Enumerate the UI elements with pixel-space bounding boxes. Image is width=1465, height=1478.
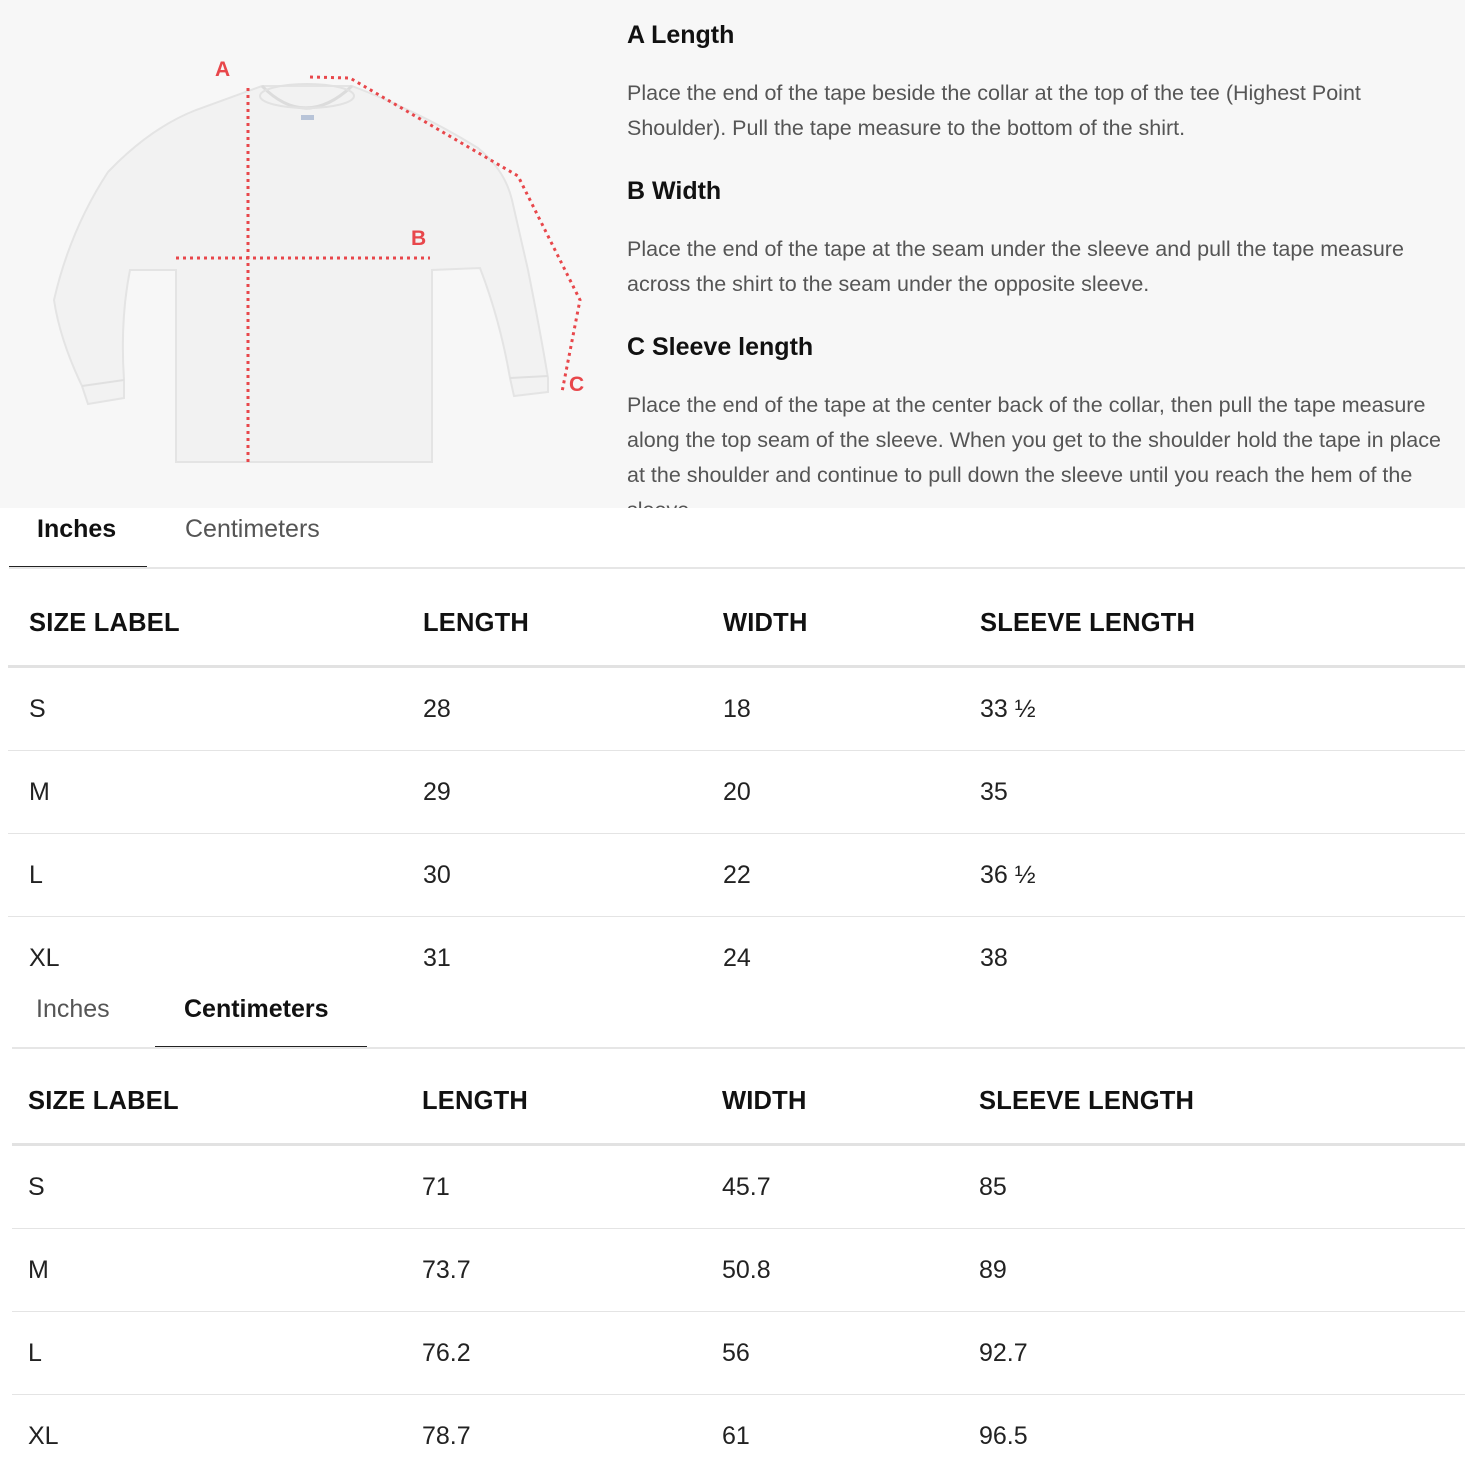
tab-inches[interactable]: Inches — [36, 995, 110, 1023]
width-cell: 24 — [723, 944, 751, 972]
width-heading: B Width — [627, 177, 722, 205]
table-row — [0, 834, 1465, 917]
width-cell: 22 — [723, 861, 751, 889]
width-cell: 56 — [722, 1339, 750, 1367]
sleeve-length-heading: C Sleeve length — [627, 333, 814, 361]
length-cell: 73.7 — [422, 1256, 471, 1284]
sleeve-length-cell: 89 — [979, 1256, 1007, 1284]
length-cell: 28 — [423, 695, 451, 723]
length-cell: 71 — [422, 1173, 450, 1201]
column-header-length: LENGTH — [423, 609, 530, 637]
length-description: Place the end of the tape beside the collar at the top of the tee (Highest Point Shoulder). Pull the tape measure to the bottom of the shirt. — [627, 81, 1361, 140]
size-label-cell: M — [29, 778, 50, 806]
size-label-cell: XL — [28, 1422, 59, 1450]
column-header-width: WIDTH — [723, 609, 808, 637]
sleeve-length-cell: 36 ½ — [980, 861, 1036, 889]
sleeve-length-cell: 92.7 — [979, 1339, 1028, 1367]
width-cell: 18 — [723, 695, 751, 723]
marker-c: C — [569, 373, 585, 396]
measurement-guide — [0, 0, 1465, 508]
sleeve-length-cell: 33 ½ — [980, 695, 1036, 723]
width-description: Place the end of the tape at the seam under the sleeve and pull the tape measure across the shirt to the seam under the opposite sleeve. — [627, 237, 1404, 296]
sleeve-length-cell: 96.5 — [979, 1422, 1028, 1450]
tab-centimeters[interactable]: Centimeters — [185, 515, 320, 543]
size-label-cell: M — [28, 1256, 49, 1284]
tab-centimeters[interactable]: Centimeters — [184, 995, 329, 1023]
table-row — [0, 668, 1465, 751]
size-label-cell: L — [28, 1339, 42, 1367]
column-header-length: LENGTH — [422, 1087, 529, 1115]
sleeve-length-cell: 85 — [979, 1173, 1007, 1201]
table-header — [0, 1060, 1465, 1143]
marker-b: B — [411, 227, 427, 250]
table-header — [0, 582, 1465, 665]
table-row — [0, 1312, 1465, 1395]
length-cell: 29 — [423, 778, 451, 806]
table-row — [0, 1229, 1465, 1312]
sleeve-length-cell: 35 — [980, 778, 1008, 806]
table-row — [0, 1146, 1465, 1229]
width-cell: 20 — [723, 778, 751, 806]
size-label-cell: L — [29, 861, 43, 889]
column-header-width: WIDTH — [722, 1087, 807, 1115]
unit-tabs — [0, 508, 1465, 569]
width-cell: 45.7 — [722, 1173, 771, 1201]
long-sleeve-shirt-illustration — [0, 0, 600, 508]
size-chart-centimeters — [0, 988, 1465, 1463]
width-cell: 61 — [722, 1422, 750, 1450]
column-header-sleeve-length: SLEEVE LENGTH — [979, 1087, 1195, 1115]
tab-inches[interactable]: Inches — [37, 515, 117, 543]
size-label-cell: S — [29, 695, 46, 723]
table-row — [0, 1395, 1465, 1478]
length-heading: A Length — [627, 21, 735, 49]
guide-text — [627, 16, 1442, 554]
unit-tabs — [0, 988, 1465, 1049]
marker-a: A — [215, 58, 231, 81]
size-chart-inches — [0, 508, 1465, 988]
table-row — [0, 751, 1465, 834]
sleeve-length-description: Place the end of the tape at the center back of the collar, then pull the tape measure along the top seam of the sleeve. When you get to the shoulder hold the tape in place at the shoulder and continue to pull down the sleeve until you reach the hem of the — [627, 393, 1441, 487]
column-header-size-label: SIZE LABEL — [28, 1087, 179, 1115]
length-cell: 31 — [423, 944, 451, 972]
width-cell: 50.8 — [722, 1256, 771, 1284]
size-label-cell: S — [28, 1173, 45, 1201]
sleeve-length-cell: 38 — [980, 944, 1008, 972]
column-header-sleeve-length: SLEEVE LENGTH — [980, 609, 1196, 637]
length-cell: 30 — [423, 861, 451, 889]
shirt-diagram — [0, 0, 600, 508]
length-cell: 76.2 — [422, 1339, 471, 1367]
tabs-divider — [12, 1047, 1465, 1049]
tabs-divider — [9, 567, 1465, 569]
length-cell: 78.7 — [422, 1422, 471, 1450]
size-label-cell: XL — [29, 944, 60, 972]
column-header-size-label: SIZE LABEL — [29, 609, 180, 637]
